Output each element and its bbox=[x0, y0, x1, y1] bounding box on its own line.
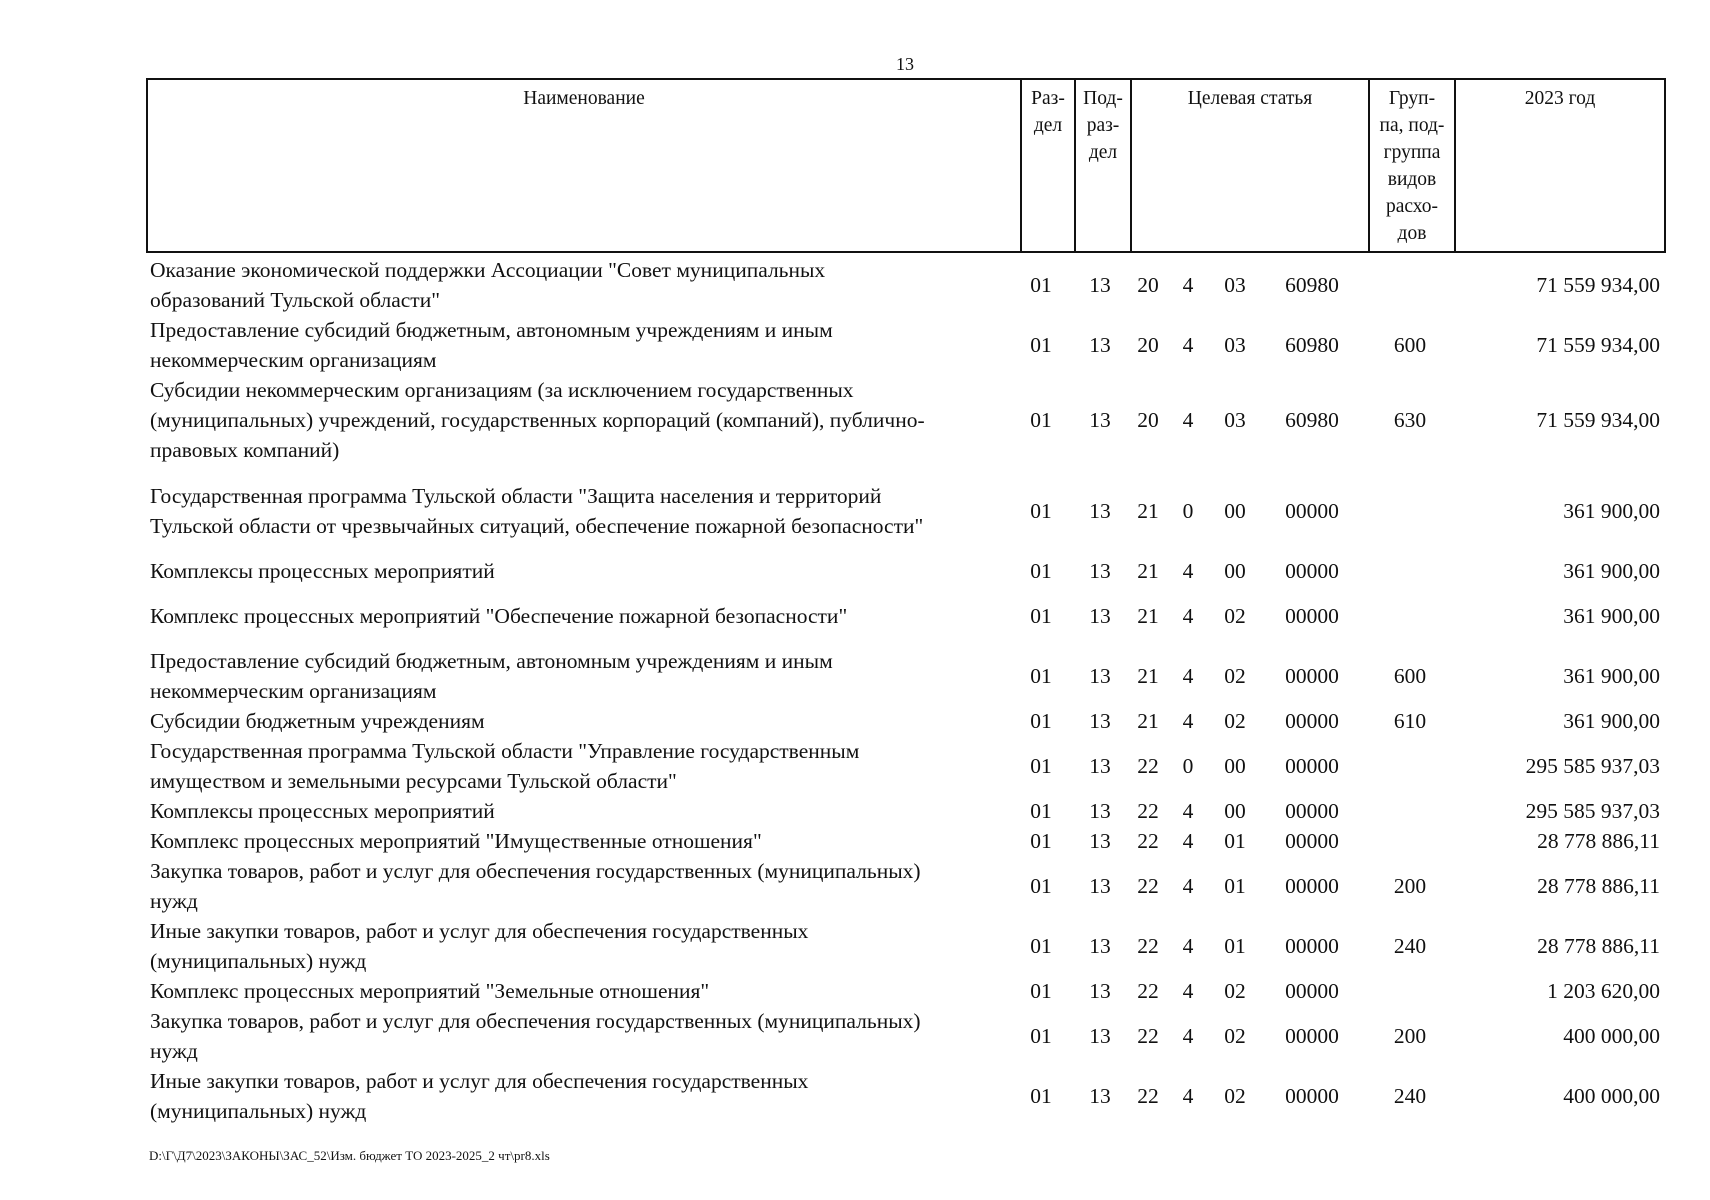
row-podrazdel: 13 bbox=[1089, 709, 1111, 733]
row-program-type: 4 bbox=[1182, 559, 1194, 583]
row-program-type: 4 bbox=[1182, 664, 1194, 688]
row-program: 22 bbox=[1137, 934, 1159, 958]
row-program-type: 4 bbox=[1182, 408, 1194, 432]
row-group: 240 bbox=[1393, 1084, 1427, 1108]
table-row bbox=[146, 916, 1666, 976]
row-direction-code: 00000 bbox=[1285, 604, 1339, 628]
row-group: 610 bbox=[1393, 709, 1427, 733]
row-podrazdel: 13 bbox=[1089, 604, 1111, 628]
row-direction-code: 00000 bbox=[1285, 874, 1339, 898]
row-program: 20 bbox=[1137, 273, 1159, 297]
row-sum: 361 900,00 bbox=[1563, 604, 1660, 628]
row-podrazdel: 13 bbox=[1089, 979, 1111, 1003]
row-sum: 71 559 934,00 bbox=[1536, 273, 1660, 297]
row-main-event: 01 bbox=[1224, 829, 1246, 853]
row-direction-code: 00000 bbox=[1285, 559, 1339, 583]
row-direction-code: 00000 bbox=[1285, 979, 1339, 1003]
table-row bbox=[146, 1066, 1666, 1126]
row-main-event: 03 bbox=[1224, 333, 1246, 357]
row-razdel: 01 bbox=[1030, 1084, 1052, 1108]
header-year: 2023 год bbox=[1455, 79, 1665, 252]
row-main-event: 03 bbox=[1224, 273, 1246, 297]
row-program: 22 bbox=[1137, 1084, 1159, 1108]
row-direction-code: 00000 bbox=[1285, 799, 1339, 823]
row-main-event: 01 bbox=[1224, 874, 1246, 898]
row-program-type: 4 bbox=[1182, 604, 1194, 628]
row-name: Оказание экономической поддержки Ассоциации "Совет муниципальных образований Тульской области" bbox=[150, 258, 826, 312]
row-program: 22 bbox=[1137, 979, 1159, 1003]
row-name: Комплексы процессных мероприятий bbox=[150, 559, 495, 583]
row-name: Комплекс процессных мероприятий "Обеспечение пожарной безопасности" bbox=[150, 604, 848, 628]
row-podrazdel: 13 bbox=[1089, 273, 1111, 297]
row-direction-code: 00000 bbox=[1285, 1024, 1339, 1048]
row-program-type: 4 bbox=[1182, 979, 1194, 1003]
row-direction-code: 00000 bbox=[1285, 709, 1339, 733]
row-program: 22 bbox=[1137, 1024, 1159, 1048]
row-direction-code: 00000 bbox=[1285, 499, 1339, 523]
row-direction-code: 00000 bbox=[1285, 934, 1339, 958]
row-sum: 28 778 886,11 bbox=[1537, 934, 1660, 958]
row-direction-code: 60980 bbox=[1285, 408, 1339, 432]
row-program-type: 4 bbox=[1182, 934, 1194, 958]
row-sum: 295 585 937,03 bbox=[1525, 754, 1660, 778]
row-main-event: 02 bbox=[1224, 664, 1246, 688]
row-podrazdel: 13 bbox=[1089, 799, 1111, 823]
row-name: Закупка товаров, работ и услуг для обеспечения государственных (муниципальных) нужд bbox=[150, 859, 921, 913]
row-main-event: 00 bbox=[1224, 799, 1246, 823]
table-row bbox=[146, 976, 1666, 1006]
row-program: 22 bbox=[1137, 799, 1159, 823]
row-razdel: 01 bbox=[1030, 499, 1052, 523]
row-group: 240 bbox=[1393, 934, 1427, 958]
row-program-type: 4 bbox=[1182, 709, 1194, 733]
header-name: Наименование bbox=[147, 79, 1021, 252]
table-row bbox=[146, 796, 1666, 826]
table-row bbox=[146, 375, 1666, 465]
row-program-type: 4 bbox=[1182, 1024, 1194, 1048]
row-program: 21 bbox=[1137, 499, 1159, 523]
row-sum: 28 778 886,11 bbox=[1537, 829, 1660, 853]
row-direction-code: 60980 bbox=[1285, 333, 1339, 357]
row-name: Комплекс процессных мероприятий "Земельные отношения" bbox=[150, 979, 710, 1003]
table-row bbox=[146, 856, 1666, 916]
row-name: Комплекс процессных мероприятий "Имущественные отношения" bbox=[150, 829, 762, 853]
table-row bbox=[146, 1006, 1666, 1066]
row-program: 21 bbox=[1137, 664, 1159, 688]
row-podrazdel: 13 bbox=[1089, 754, 1111, 778]
row-razdel: 01 bbox=[1030, 934, 1052, 958]
page-number: 13 bbox=[896, 54, 914, 74]
row-name: Государственная программа Тульской области "Защита населения и территорий Тульской области от чрезвычайных ситуаций, обеспечение пожарной безопасности" bbox=[150, 484, 924, 538]
table-row bbox=[146, 481, 1666, 541]
row-sum: 361 900,00 bbox=[1563, 559, 1660, 583]
row-razdel: 01 bbox=[1030, 829, 1052, 853]
table-header bbox=[146, 78, 1666, 253]
row-main-event: 01 bbox=[1224, 934, 1246, 958]
table-row bbox=[146, 315, 1666, 375]
row-program-type: 0 bbox=[1182, 754, 1194, 778]
row-program: 22 bbox=[1137, 754, 1159, 778]
table-row bbox=[146, 646, 1666, 706]
row-name: Субсидии бюджетным учреждениям bbox=[150, 709, 485, 733]
row-podrazdel: 13 bbox=[1089, 408, 1111, 432]
row-sum: 295 585 937,03 bbox=[1525, 799, 1660, 823]
row-group: 600 bbox=[1393, 333, 1427, 357]
header-razdel: Раз- дел bbox=[1021, 79, 1075, 252]
row-group: 200 bbox=[1393, 874, 1427, 898]
row-podrazdel: 13 bbox=[1089, 829, 1111, 853]
row-razdel: 01 bbox=[1030, 559, 1052, 583]
row-program-type: 0 bbox=[1182, 499, 1194, 523]
row-razdel: 01 bbox=[1030, 408, 1052, 432]
table-row bbox=[146, 601, 1666, 631]
row-sum: 71 559 934,00 bbox=[1536, 408, 1660, 432]
row-razdel: 01 bbox=[1030, 273, 1052, 297]
row-group: 600 bbox=[1393, 664, 1427, 688]
row-program-type: 4 bbox=[1182, 333, 1194, 357]
row-sum: 1 203 620,00 bbox=[1547, 979, 1660, 1003]
row-razdel: 01 bbox=[1030, 754, 1052, 778]
row-name: Субсидии некоммерческим организациям (за исключением государственных (муниципальных) учреждений, государственных корпораций (компаний), публично- правовых компаний) bbox=[150, 378, 925, 462]
row-name: Закупка товаров, работ и услуг для обеспечения государственных (муниципальных) нужд bbox=[150, 1009, 921, 1063]
row-podrazdel: 13 bbox=[1089, 934, 1111, 958]
row-podrazdel: 13 bbox=[1089, 874, 1111, 898]
row-program: 22 bbox=[1137, 874, 1159, 898]
row-podrazdel: 13 bbox=[1089, 499, 1111, 523]
row-program-type: 4 bbox=[1182, 799, 1194, 823]
row-main-event: 03 bbox=[1224, 408, 1246, 432]
row-podrazdel: 13 bbox=[1089, 333, 1111, 357]
row-program: 21 bbox=[1137, 709, 1159, 733]
row-sum: 361 900,00 bbox=[1563, 709, 1660, 733]
table-row bbox=[146, 736, 1666, 796]
row-direction-code: 00000 bbox=[1285, 1084, 1339, 1108]
row-main-event: 00 bbox=[1224, 754, 1246, 778]
table-row bbox=[146, 255, 1666, 315]
row-group: 200 bbox=[1393, 1024, 1427, 1048]
row-razdel: 01 bbox=[1030, 604, 1052, 628]
row-group: 630 bbox=[1393, 408, 1427, 432]
row-main-event: 02 bbox=[1224, 709, 1246, 733]
row-program: 20 bbox=[1137, 333, 1159, 357]
row-main-event: 02 bbox=[1224, 1084, 1246, 1108]
row-razdel: 01 bbox=[1030, 1024, 1052, 1048]
row-podrazdel: 13 bbox=[1089, 559, 1111, 583]
row-name: Государственная программа Тульской области "Управление государственным имуществом и земельными ресурсами Тульской области" bbox=[150, 739, 860, 793]
row-program-type: 4 bbox=[1182, 273, 1194, 297]
row-sum: 71 559 934,00 bbox=[1536, 333, 1660, 357]
row-name: Комплексы процессных мероприятий bbox=[150, 799, 495, 823]
header-podrazdel: Под- раз- дел bbox=[1075, 79, 1131, 252]
row-main-event: 02 bbox=[1224, 1024, 1246, 1048]
row-direction-code: 00000 bbox=[1285, 664, 1339, 688]
row-program-type: 4 bbox=[1182, 829, 1194, 853]
row-program: 21 bbox=[1137, 604, 1159, 628]
row-name: Предоставление субсидий бюджетным, автономным учреждениям и иным некоммерческим организациям bbox=[150, 649, 833, 703]
row-direction-code: 00000 bbox=[1285, 754, 1339, 778]
row-razdel: 01 bbox=[1030, 664, 1052, 688]
row-razdel: 01 bbox=[1030, 799, 1052, 823]
row-sum: 361 900,00 bbox=[1563, 499, 1660, 523]
row-name: Иные закупки товаров, работ и услуг для обеспечения государственных (муниципальных) нужд bbox=[150, 919, 809, 973]
row-sum: 28 778 886,11 bbox=[1537, 874, 1660, 898]
row-podrazdel: 13 bbox=[1089, 1024, 1111, 1048]
row-program-type: 4 bbox=[1182, 1084, 1194, 1108]
row-main-event: 02 bbox=[1224, 979, 1246, 1003]
row-program: 21 bbox=[1137, 559, 1159, 583]
row-name: Иные закупки товаров, работ и услуг для обеспечения государственных (муниципальных) нужд bbox=[150, 1069, 809, 1123]
row-direction-code: 00000 bbox=[1285, 829, 1339, 853]
row-direction-code: 60980 bbox=[1285, 273, 1339, 297]
table-row bbox=[146, 826, 1666, 856]
row-podrazdel: 13 bbox=[1089, 664, 1111, 688]
footer-file-path: D:\Г\Д7\2023\ЗАКОНЫ\ЗАС_52\Изм. бюджет ТО 2023-2025_2 чт\pr8.xls bbox=[149, 1148, 550, 1163]
row-sum: 400 000,00 bbox=[1563, 1084, 1660, 1108]
row-razdel: 01 bbox=[1030, 709, 1052, 733]
row-main-event: 02 bbox=[1224, 604, 1246, 628]
table-row bbox=[146, 706, 1666, 736]
row-sum: 400 000,00 bbox=[1563, 1024, 1660, 1048]
row-sum: 361 900,00 bbox=[1563, 664, 1660, 688]
row-program-type: 4 bbox=[1182, 874, 1194, 898]
header-target-article: Целевая статья bbox=[1131, 79, 1369, 252]
header-group: Груп- па, под- группа видов расхо- дов bbox=[1369, 79, 1455, 252]
row-podrazdel: 13 bbox=[1089, 1084, 1111, 1108]
row-main-event: 00 bbox=[1224, 499, 1246, 523]
row-razdel: 01 bbox=[1030, 979, 1052, 1003]
row-main-event: 00 bbox=[1224, 559, 1246, 583]
table-row bbox=[146, 556, 1666, 586]
row-program: 22 bbox=[1137, 829, 1159, 853]
row-razdel: 01 bbox=[1030, 333, 1052, 357]
row-program: 20 bbox=[1137, 408, 1159, 432]
row-name: Предоставление субсидий бюджетным, автономным учреждениям и иным некоммерческим организациям bbox=[150, 318, 833, 372]
row-razdel: 01 bbox=[1030, 874, 1052, 898]
